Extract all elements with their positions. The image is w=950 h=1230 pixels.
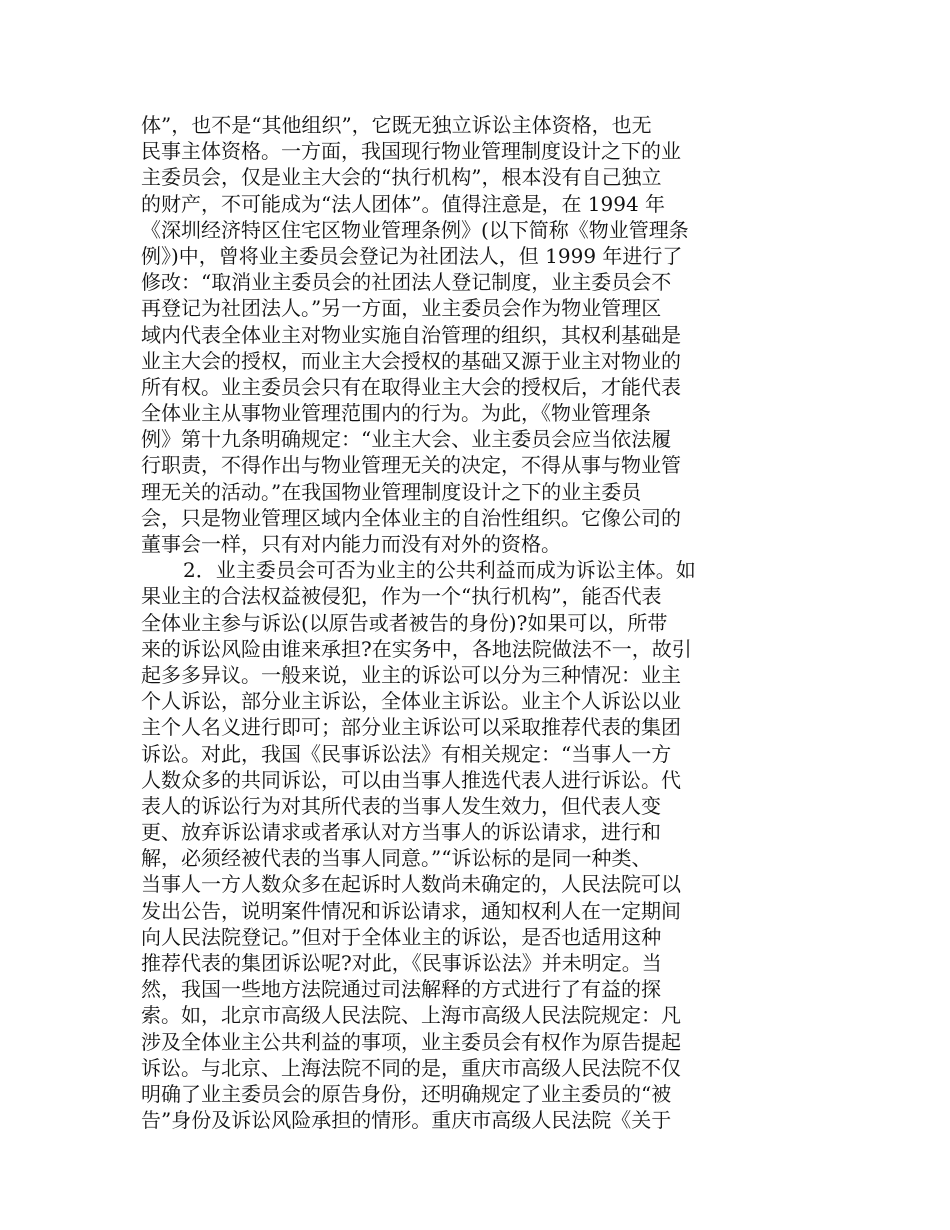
text-line-indented: 2．业主委员会可否为业主的公共利益而成为诉讼主体。如 — [183, 558, 696, 583]
text-line: 发出公告，说明案件情况和诉讼请求，通知权利人在一定期间 — [141, 898, 681, 923]
text-line: 个人诉讼，部分业主诉讼，全体业主诉讼。业主个人诉讼以业 — [141, 689, 681, 714]
text-line: 所有权。业主委员会只有在取得业主大会的授权后，才能代表 — [141, 374, 681, 399]
paragraph-1 — [141, 112, 741, 557]
text-line: 理无关的活动。”在我国物业管理制度设计之下的业主委员 — [141, 479, 642, 504]
text-line: 涉及全体业主公共利益的事项，业主委员会有权作为原告提起 — [141, 1029, 681, 1054]
text-line: 诉讼。与北京、上海法院不同的是，重庆市高级人民法院不仅 — [141, 1055, 681, 1080]
text-line: 当事人一方人数众多在起诉时人数尚未确定的，人民法院可以 — [141, 872, 681, 897]
text-line: 全体业主从事物业管理范围内的行为。为此，《物业管理条 — [141, 401, 651, 426]
text-line: 明确了业主委员会的原告身份，还明确规定了业主委员的“被 — [141, 1081, 672, 1106]
text-line: 会，只是物业管理区域内全体业主的自治性组织。它像公司的 — [141, 505, 681, 530]
text-line: 主委员会，仅是业主大会的“执行机构”，根本没有自己独立 — [141, 165, 662, 190]
text-line: 诉讼。对此，我国《民事诉讼法》有相关规定：“当事人一方 — [141, 741, 672, 766]
text-line: 的财产，不可能成为“法人团体”。值得注意是，在 1994 年 — [141, 191, 666, 216]
text-line: 人数众多的共同诉讼，可以由当事人推选代表人进行诉讼。代 — [141, 767, 681, 792]
text-line: 体”，也不是“其他组织”，它既无独立诉讼主体资格，也无 — [141, 113, 652, 137]
text-line: 表人的诉讼行为对其所代表的当事人发生效力，但代表人变 — [141, 793, 661, 818]
text-line: 民事主体资格。一方面，我国现行物业管理制度设计之下的业 — [141, 139, 681, 164]
text-line: 《深圳经济特区住宅区物业管理条例》(以下简称《物业管理条 — [141, 217, 689, 242]
body-text — [141, 112, 741, 1133]
text-line: 再登记为社团法人。”另一方面，业主委员会作为物业管理区 — [141, 296, 662, 321]
text-line: 然，我国一些地方法院通过司法解释的方式进行了有益的探 — [141, 977, 661, 1002]
text-line: 推荐代表的集团诉讼呢?对此，《民事诉讼法》并未明定。当 — [141, 951, 662, 975]
text-line: 索。如，北京市高级人民法院、上海市高级人民法院规定：凡 — [141, 1003, 681, 1028]
text-line: 告”身份及诉讼风险承担的情形。重庆市高级人民法院《关于 — [141, 1108, 672, 1133]
text-line: 起多多异议。一般来说，业主的诉讼可以分为三种情况：业主 — [141, 662, 681, 687]
text-line: 董事会一样，只有对内能力而没有对外的资格。 — [141, 532, 561, 556]
paragraph-2 — [141, 557, 741, 1133]
text-line: 修改：“取消业主委员会的社团法人登记制度，业主委员会不 — [141, 270, 672, 295]
text-line: 来的诉讼风险由谁来承担?在实务中，各地法院做法不一，故引 — [141, 636, 692, 661]
text-line: 解，必须经被代表的当事人同意。”“诉讼标的是同一种类、 — [141, 846, 652, 871]
text-line: 全体业主参与诉讼(以原告或者被告的身份)?如果可以，所带 — [141, 610, 668, 635]
text-line: 更、放弃诉讼请求或者承认对方当事人的诉讼请求，进行和 — [141, 820, 661, 845]
text-line: 行职责，不得作出与物业管理无关的决定，不得从事与物业管 — [141, 453, 681, 478]
text-line: 主个人名义进行即可；部分业主诉讼可以采取推荐代表的集团 — [141, 715, 681, 740]
text-line: 业主大会的授权，而业主大会授权的基础又源于业主对物业的 — [141, 348, 681, 373]
text-line: 例》)中，曾将业主委员会登记为社团法人，但 1999 年进行了 — [141, 243, 683, 268]
text-line: 域内代表全体业主对物业实施自治管理的组织，其权利基础是 — [141, 322, 681, 347]
text-line: 果业主的合法权益被侵犯，作为一个“执行机构”，能否代表 — [141, 584, 662, 609]
text-line: 例》第十九条明确规定：“业主大会、业主委员会应当依法履 — [141, 427, 672, 452]
text-line: 向人民法院登记。”但对于全体业主的诉讼，是否也适用这种 — [141, 924, 662, 949]
